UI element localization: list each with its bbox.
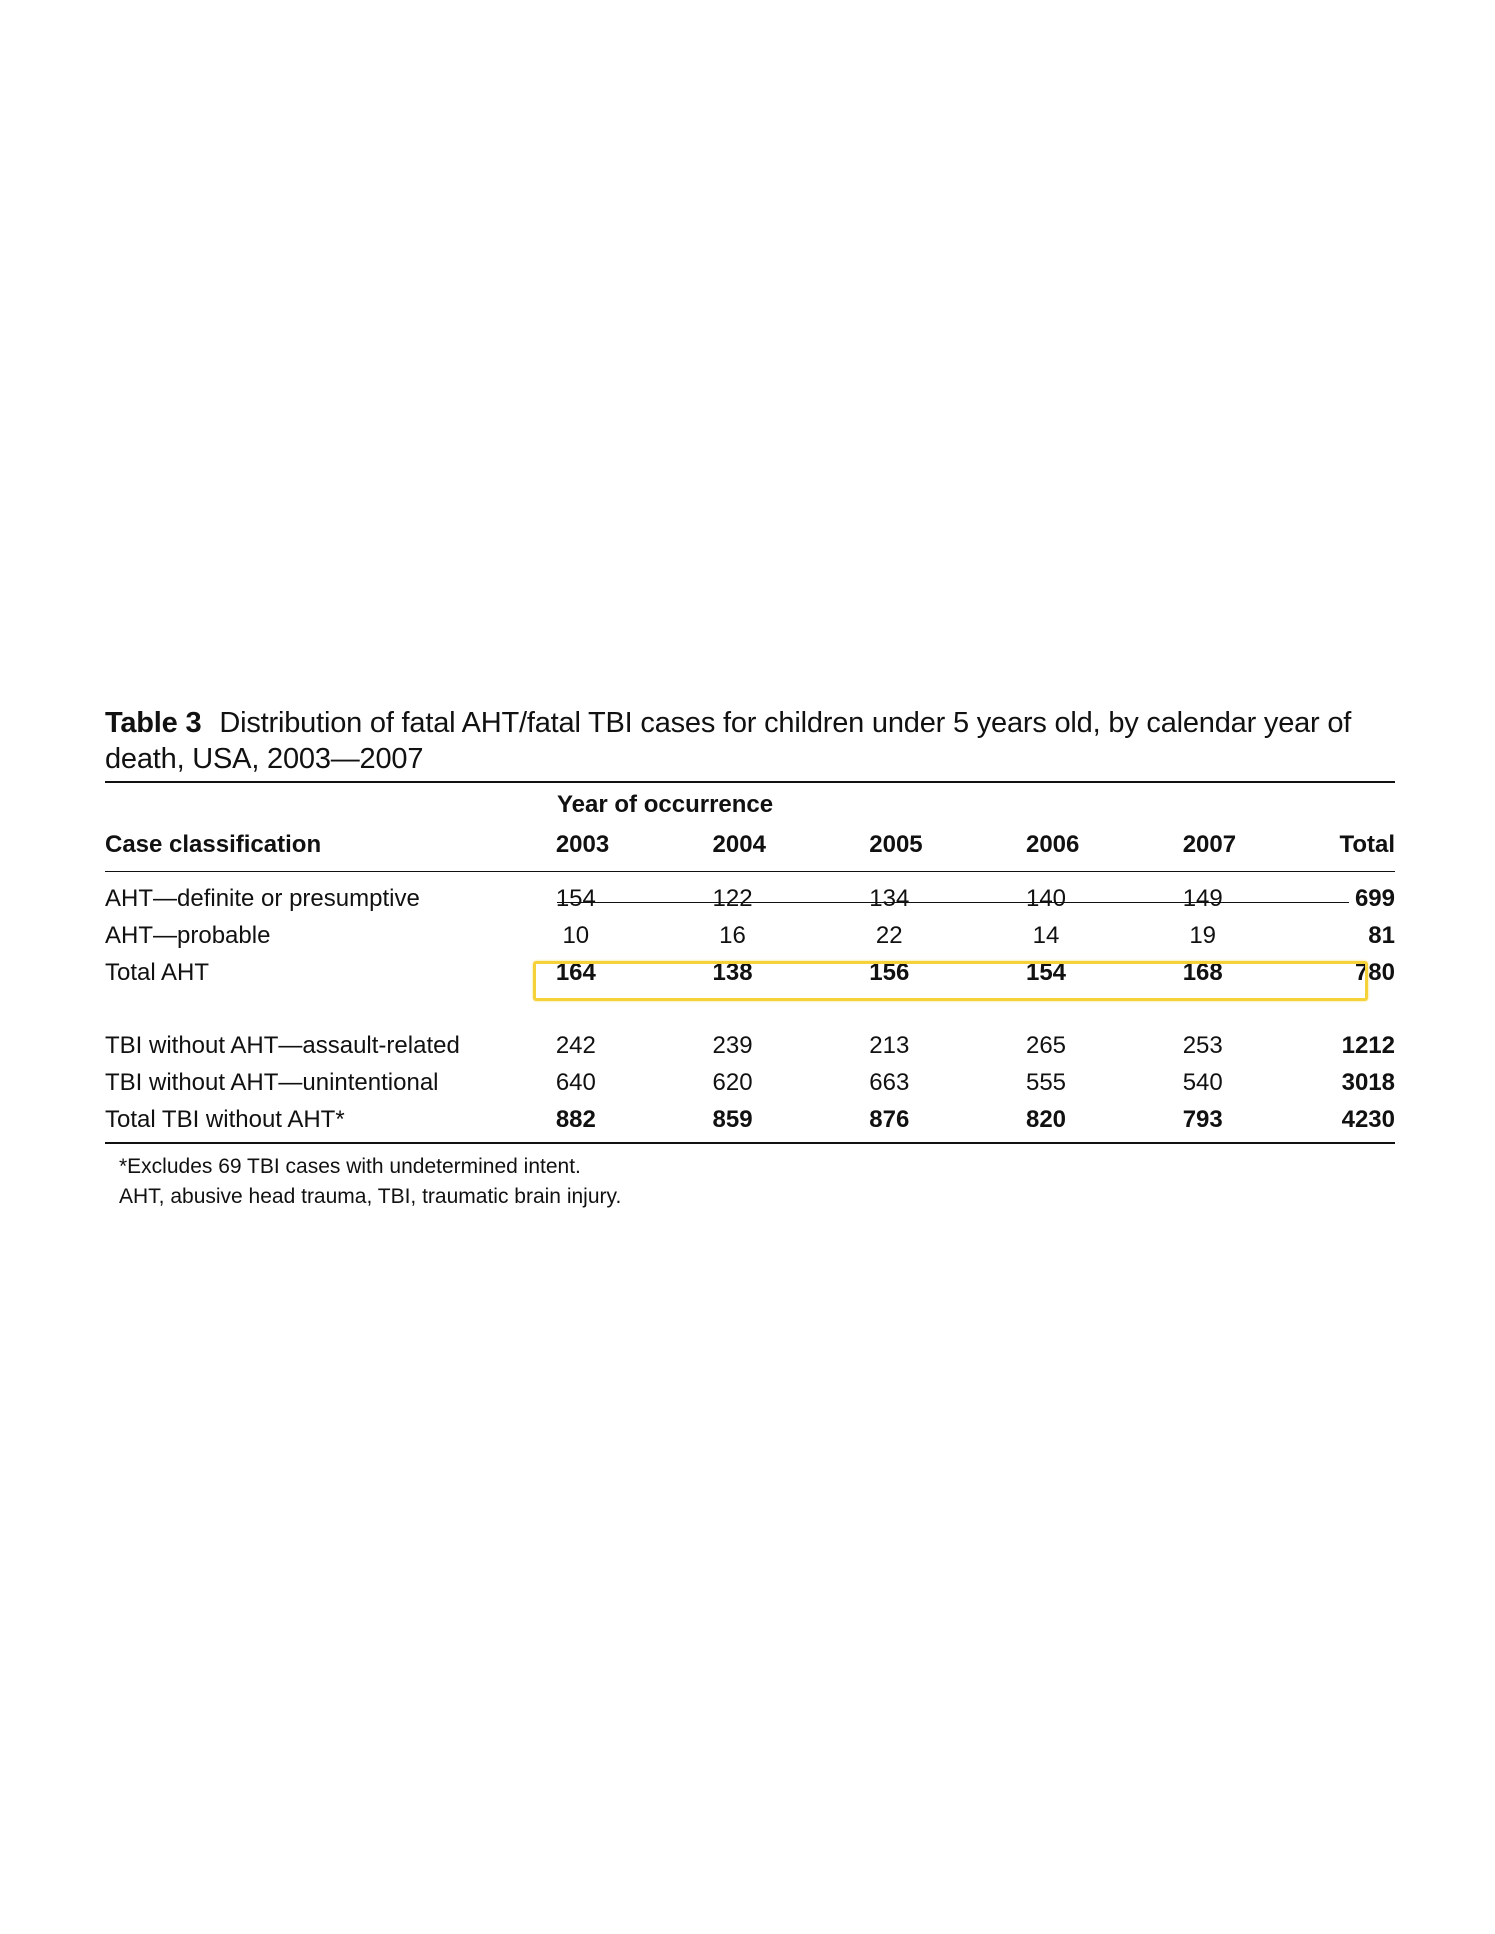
cell-value: 22 <box>875 921 903 949</box>
cell-value: 242 <box>555 1031 596 1059</box>
group-header: Year of occurrence <box>557 791 774 818</box>
cell-value: 265 <box>1025 1031 1067 1059</box>
column-header-2007: 2007 <box>1182 831 1237 858</box>
cell-value: 168 <box>1182 958 1223 986</box>
row-label: TBI without AHT—unintentional <box>105 1068 439 1096</box>
table-label: Table 3 <box>105 707 202 739</box>
table-footnotes <box>105 1144 1395 1212</box>
cell-value: 122 <box>712 884 753 912</box>
row-label: Total AHT <box>105 958 210 986</box>
cell-value: 140 <box>1025 884 1067 912</box>
column-header-2006: 2006 <box>1025 831 1080 858</box>
row-total: 1212 <box>1341 1031 1395 1059</box>
column-header-2005: 2005 <box>869 831 923 858</box>
column-header-case: Case classification <box>105 831 322 858</box>
cell-value: 154 <box>555 884 596 912</box>
cell-value: 555 <box>1025 1068 1067 1096</box>
table-row <box>105 1064 1395 1101</box>
group-header-rule <box>557 902 1349 903</box>
cell-value: 149 <box>1182 884 1223 912</box>
row-total: 81 <box>1368 921 1395 949</box>
row-total: 3018 <box>1341 1068 1395 1096</box>
column-header-2003: 2003 <box>555 831 610 858</box>
cell-value: 16 <box>719 921 746 949</box>
cell-value: 882 <box>555 1105 596 1133</box>
table-row <box>105 880 1395 917</box>
footnote-2: AHT, abusive head trauma, TBI, traumatic brain injury. <box>119 1185 622 1208</box>
table-row <box>105 1101 1395 1138</box>
cell-value: 164 <box>555 958 596 986</box>
cell-value: 154 <box>1025 958 1067 986</box>
row-label: Total TBI without AHT* <box>105 1105 345 1133</box>
cell-value: 540 <box>1182 1068 1223 1096</box>
table-row <box>105 917 1395 954</box>
row-total: 4230 <box>1341 1105 1395 1133</box>
cell-value: 138 <box>712 958 753 986</box>
cell-value: 663 <box>869 1068 910 1096</box>
column-header-total: Total <box>1339 831 1395 858</box>
cell-value: 640 <box>555 1068 596 1096</box>
data-table <box>105 783 1395 1138</box>
footnote-1: *Excludes 69 TBI cases with undetermined intent. <box>119 1155 581 1178</box>
row-label: AHT—probable <box>105 921 271 949</box>
cell-value: 620 <box>712 1068 753 1096</box>
cell-value: 213 <box>869 1031 910 1059</box>
column-header-2004: 2004 <box>712 831 766 858</box>
cell-value: 10 <box>562 921 590 949</box>
cell-value: 253 <box>1182 1031 1223 1059</box>
cell-value: 876 <box>869 1105 910 1133</box>
cell-value: 134 <box>869 884 910 912</box>
cell-value: 239 <box>712 1031 753 1059</box>
row-label: TBI without AHT—assault-related <box>105 1031 460 1059</box>
table-row <box>105 1027 1395 1064</box>
cell-value: 14 <box>1032 921 1060 949</box>
table-caption <box>105 705 1395 777</box>
row-total: 699 <box>1354 884 1395 912</box>
cell-value: 793 <box>1182 1105 1223 1133</box>
row-label: AHT—definite or presumptive <box>105 884 420 912</box>
cell-value: 820 <box>1025 1105 1067 1133</box>
table-row <box>105 954 1395 991</box>
cell-value: 156 <box>869 958 910 986</box>
row-total: 780 <box>1354 958 1395 986</box>
table-document <box>105 705 1395 1212</box>
cell-value: 19 <box>1189 921 1217 949</box>
table-caption-text: Distribution of fatal AHT/fatal TBI cases for children under 5 years old, by calendar year of death, USA, 2003—2007 <box>105 707 1352 775</box>
cell-value: 859 <box>712 1105 753 1133</box>
